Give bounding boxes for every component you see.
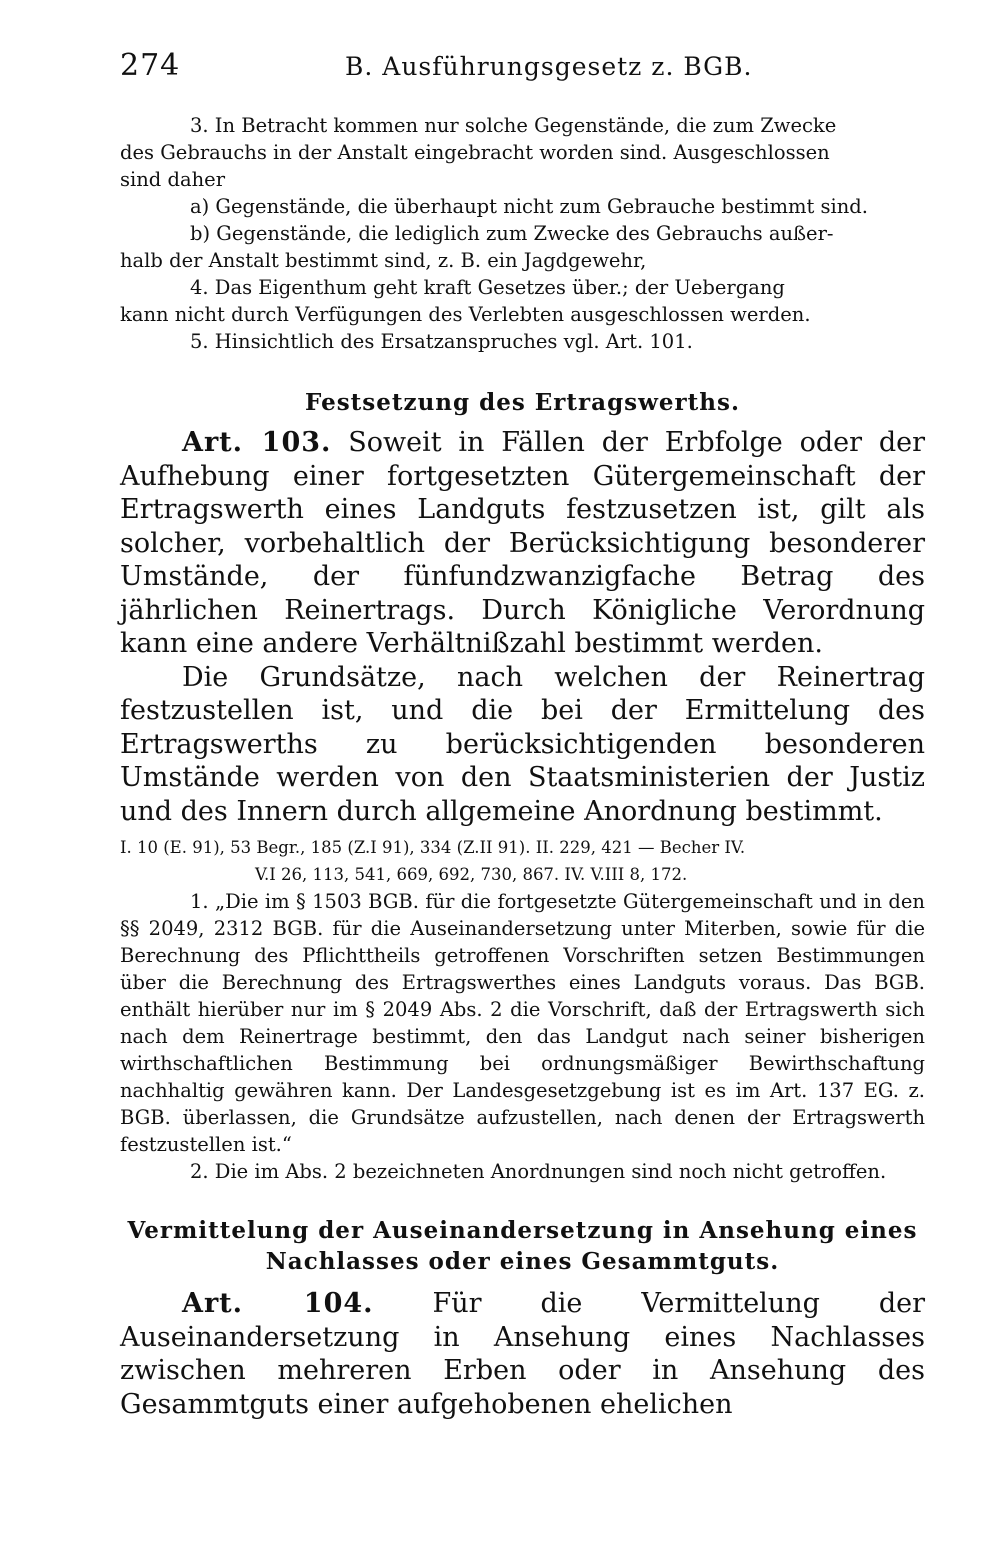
article-104	[120, 1287, 925, 1421]
references-line-2: V.I 26, 113, 541, 669, 692, 730, 867. IV. V.III 8, 172.	[255, 865, 688, 884]
article-103	[120, 426, 925, 828]
running-head	[120, 40, 925, 90]
article-103-note-1: 1. „Die im § 1503 BGB. für die fortgesetzte Gütergemeinschaft und in den §§ 2049, 2312 BGB. für die Auseinandersetzung unter Miterben, sowie für die Berechnung des Pflichttheils getroffenen Vorschriften setzen Bestimmungen über die Berechnung des Ertragswerthes eines Landguts voraus. Das BGB. enthält hierüber nur im § 2049 Abs. 2 die Vorschrift, daß der Ertragswerth sich nach dem Reinertrage bestimmt, den das Landgut nach seiner bisherigen wirthschaftlichen Bestimmung bei ordnungsmäßiger Bewirthschaftung nachhaltig gewähren kann. Der Landesgesetzgebung ist es im Art. 137 EG. z. BGB. überlassen, die Grundsätze aufzustellen, nach denen der Ertragswerth festzustellen ist.“	[120, 890, 925, 1156]
running-title: B. Ausführungsgesetz z. BGB.	[345, 52, 753, 81]
note-3-line-3: sind daher	[120, 168, 226, 191]
note-3-line-1: 3. In Betracht kommen nur solche Gegenstände, die zum Zwecke	[190, 114, 837, 137]
article-104-para-1-text: Für die Vermittelung der Auseinandersetzung in Ansehung eines Nachlasses zwischen mehreren Erben oder in Ansehung des Gesammtguts einer aufgehobenen ehelichen	[120, 1288, 925, 1420]
note-4-line-2: kann nicht durch Verfügungen des Verlebten ausgeschlossen werden.	[120, 303, 811, 326]
article-104-para-1	[120, 1287, 925, 1421]
article-104-label: Art. 104.	[182, 1288, 374, 1319]
section-heading-vermittelung-line-1: Vermittelung der Auseinandersetzung in Ansehung eines	[127, 1217, 918, 1244]
note-5: 5. Hinsichtlich des Ersatzanspruches vgl. Art. 101.	[190, 330, 693, 353]
article-103-para-1	[120, 426, 925, 661]
references-line-1: I. 10 (E. 91), 53 Begr., 185 (Z.I 91), 334 (Z.II 91). II. 229, 421 — Becher IV.	[120, 838, 746, 857]
article-103-label: Art. 103.	[182, 427, 332, 458]
page-number: 274	[120, 48, 181, 83]
book-page	[120, 40, 925, 1540]
note-4-line-1: 4. Das Eigenthum geht kraft Gesetzes über.; der Uebergang	[190, 276, 785, 299]
note-3-line-2: des Gebrauchs in der Anstalt eingebracht worden sind. Ausgeschlossen	[120, 141, 830, 164]
note-3-item-b-line-1: b) Gegenstände, die lediglich zum Zwecke des Gebrauchs außer-	[190, 222, 834, 245]
note-3-item-b-line-2: halb der Anstalt bestimmt sind, z. B. ein Jagdgewehr,	[120, 249, 647, 272]
article-103-notes	[120, 888, 925, 1185]
article-103-para-1-text: Soweit in Fällen der Erbfolge oder der Aufhebung einer fortgesetzten Gütergemeinschaft der Ertragswerth eines Landguts festzusetzen ist, gilt als solcher, vorbehaltlich der Berücksichtigung besonderer Umstände, der fünfundzwanzigfache Betrag des jährlichen Reinertrags. Durch Königliche Verordnung kann eine andere Verhältnißzahl bestimmt werden.	[120, 427, 925, 659]
top-notes	[120, 112, 925, 355]
article-103-references	[120, 834, 925, 888]
section-heading-ertragswerth: Festsetzung des Ertragswerths.	[305, 389, 740, 416]
note-3-item-a: a) Gegenstände, die überhaupt nicht zum Gebrauche bestimmt sind.	[190, 195, 868, 218]
section-heading-vermittelung-line-2: Nachlasses oder eines Gesammtguts.	[265, 1248, 780, 1275]
section-heading-vermittelung	[120, 1215, 925, 1277]
article-103-note-2: 2. Die im Abs. 2 bezeichneten Anordnungen sind noch nicht getroffen.	[190, 1160, 887, 1183]
article-103-para-2: Die Grundsätze, nach welchen der Reinertrag festzustellen ist, und die bei der Ermittelung des Ertragswerths zu berücksichtigenden besonderen Umstände werden von den Staatsministerien der Justiz und des Innern durch allgemeine Anordnung bestimmt.	[120, 661, 925, 827]
